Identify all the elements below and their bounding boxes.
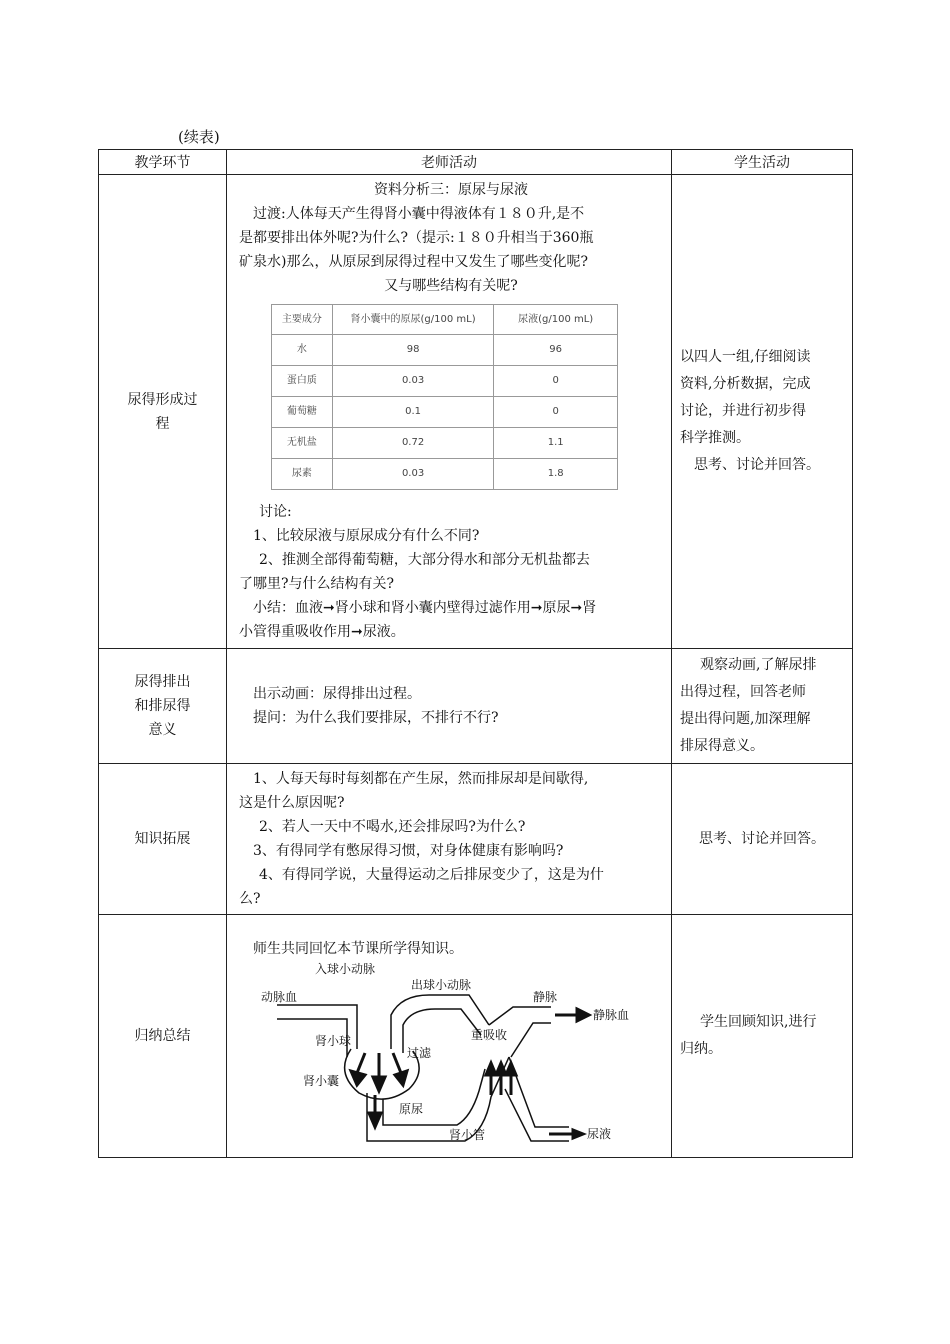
diagram-vessels xyxy=(277,995,569,1141)
header-student: 学生活动 xyxy=(672,150,853,175)
discussion-q2-line-2: 了哪里?与什么结构有关? xyxy=(239,576,395,592)
section-excretion-line: 意义 xyxy=(148,722,177,738)
reabsorption-arrow-head xyxy=(506,1063,516,1075)
student-formation-line: 思考、讨论并回答。 xyxy=(694,457,820,473)
composition-cell: 96 xyxy=(494,335,618,366)
filtration-arrow-head xyxy=(395,1071,407,1085)
discussion-label: 讨论: xyxy=(259,504,292,520)
composition-row xyxy=(272,366,618,397)
intro-line-4: 又与哪些结构有关呢? xyxy=(384,278,518,294)
intro-line-3: 矿泉水)那么，从原尿到尿得过程中又发生了哪些变化呢? xyxy=(239,254,588,270)
composition-header-cell: 主要成分 xyxy=(272,305,333,335)
composition-cell: 无机盐 xyxy=(272,428,333,459)
section-excretion-line: 和排尿得 xyxy=(134,698,191,714)
teacher-formation xyxy=(227,175,672,649)
composition-cell: 尿素 xyxy=(272,459,333,490)
composition-cell: 98 xyxy=(332,335,494,366)
composition-header-cell: 尿液(g/100 mL) xyxy=(494,305,618,335)
filtration-arrow xyxy=(393,1053,401,1073)
row-extension xyxy=(99,764,853,915)
composition-row xyxy=(272,397,618,428)
filtration-arrow-head xyxy=(351,1071,365,1085)
extension-q2: 2、若人一天中不喝水,还会排尿吗?为什么? xyxy=(259,819,526,835)
section-formation-label: 尿得形成过程 xyxy=(127,391,198,432)
student-formation-line: 资料,分析数据，完成 xyxy=(680,376,811,392)
discussion-q1: 1、比较尿液与原尿成分有什么不同? xyxy=(253,528,480,544)
composition-cell: 1.1 xyxy=(494,428,618,459)
material-title: 资料分析三：原尿与尿液 xyxy=(374,182,528,198)
student-formation-line: 以四人一组,仔细阅读 xyxy=(680,349,811,365)
student-excretion-line: 出得过程，回答老师 xyxy=(680,684,806,700)
composition-row xyxy=(272,335,618,366)
summary-line-2: 小管得重吸收作用➞尿液。 xyxy=(239,624,405,640)
student-formation-line: 讨论，并进行初步得 xyxy=(680,403,806,419)
label-reabsorption: 重吸收 xyxy=(471,1028,508,1042)
section-excretion-line: 尿得排出 xyxy=(134,674,191,690)
extension-q3: 3、有得同学有憋尿得习惯，对身体健康有影响吗? xyxy=(253,843,564,859)
filtration-arrows xyxy=(351,1009,589,1138)
row-formation xyxy=(99,175,853,649)
vein-vessel xyxy=(511,1023,551,1057)
teacher-extension xyxy=(227,764,672,915)
teacher-excretion xyxy=(227,649,672,764)
summary-line-1: 小结：血液➞肾小球和肾小囊内壁得过滤作用➞原尿➞肾 xyxy=(253,600,597,616)
student-excretion-line: 观察动画,了解尿排 xyxy=(700,657,817,673)
composition-cell: 0.72 xyxy=(332,428,494,459)
header-section: 教学环节 xyxy=(99,150,227,175)
student-excretion-line: 排尿得意义。 xyxy=(680,738,764,754)
kidney-diagram xyxy=(239,961,659,1146)
section-conclusion: 归纳总结 xyxy=(99,915,227,1158)
label-efferent: 出球小动脉 xyxy=(411,978,472,992)
label-filtration: 过滤 xyxy=(407,1046,432,1060)
label-capsule: 肾小囊 xyxy=(303,1074,340,1088)
lesson-table xyxy=(98,149,853,1158)
extension-q4-line-2: 么? xyxy=(239,891,261,907)
extension-q4-line-1: 4、有得同学说，大量得运动之后排尿变少了，这是为什 xyxy=(259,867,604,883)
intro-line-1: 过渡:人体每天产生得肾小囊中得液体有１８０升,是不 xyxy=(253,206,585,222)
composition-header xyxy=(272,305,618,335)
primary-urine-arrow-head xyxy=(369,1113,381,1127)
venous-blood-arrow-head xyxy=(577,1009,589,1021)
header-teacher: 老师活动 xyxy=(227,150,672,175)
student-extension: 思考、讨论并回答。 xyxy=(672,764,853,915)
label-glomerulus: 肾小球 xyxy=(315,1034,352,1048)
label-urine: 尿液 xyxy=(587,1127,612,1141)
section-formation xyxy=(99,175,227,649)
label-afferent: 入球小动脉 xyxy=(315,962,376,976)
label-venous-blood: 静脉血 xyxy=(593,1008,630,1022)
composition-cell: 蛋白质 xyxy=(272,366,333,397)
composition-cell: 0.03 xyxy=(332,459,494,490)
student-conclusion-line: 学生回顾知识,进行 xyxy=(700,1014,817,1030)
header-row xyxy=(99,150,853,175)
composition-cell: 水 xyxy=(272,335,333,366)
student-formation xyxy=(672,175,853,649)
continued-label: (续表) xyxy=(178,128,220,146)
discussion-q2-line-1: 2、推测全部得葡萄糖，大部分得水和部分无机盐都去 xyxy=(259,552,590,568)
student-excretion-line: 提出得问题,加深理解 xyxy=(680,711,811,727)
composition-table xyxy=(271,304,618,490)
filtration-arrow-head xyxy=(373,1077,385,1091)
reabsorption-arrow-head xyxy=(486,1063,496,1075)
teacher-conclusion xyxy=(227,915,672,1158)
label-vein: 静脉 xyxy=(533,990,558,1004)
composition-cell: 0 xyxy=(494,397,618,428)
intro-line-2: 是都要排出体外呢?为什么?（提示:１８０升相当于360瓶 xyxy=(239,230,594,246)
composition-row xyxy=(272,459,618,490)
excretion-line-2: 提问：为什么我们要排尿，不排行不行? xyxy=(253,710,499,726)
row-excretion xyxy=(99,649,853,764)
extension-q1-line-1: 1、人每天每时每刻都在产生尿，然而排尿却是间歇得, xyxy=(253,771,589,787)
student-excretion xyxy=(672,649,853,764)
reabsorption-arrow-head xyxy=(496,1063,506,1075)
extension-q1-line-2: 这是什么原因呢? xyxy=(239,795,345,811)
student-conclusion xyxy=(672,915,853,1158)
composition-header-cell: 肾小囊中的原尿(g/100 mL) xyxy=(332,305,494,335)
label-tubule: 肾小管 xyxy=(449,1128,486,1142)
section-excretion xyxy=(99,649,227,764)
composition-cell: 0.1 xyxy=(332,397,494,428)
student-conclusion-line: 归纳。 xyxy=(680,1041,722,1057)
student-formation-line: 科学推测。 xyxy=(680,430,750,446)
filtration-arrow xyxy=(357,1053,365,1073)
excretion-line-1: 出示动画：尿得排出过程。 xyxy=(253,686,421,702)
section-extension: 知识拓展 xyxy=(99,764,227,915)
conclusion-line-1: 师生共同回忆本节课所学得知识。 xyxy=(253,941,463,957)
diagram-labels xyxy=(261,961,629,1142)
urine-arrow-head xyxy=(573,1130,583,1138)
composition-row xyxy=(272,428,618,459)
composition-cell: 葡萄糖 xyxy=(272,397,333,428)
label-primary-urine: 原尿 xyxy=(399,1102,424,1116)
row-conclusion xyxy=(99,915,853,1158)
composition-cell: 0 xyxy=(494,366,618,397)
label-arterial-blood: 动脉血 xyxy=(261,990,298,1004)
composition-cell: 0.03 xyxy=(332,366,494,397)
composition-cell: 1.8 xyxy=(494,459,618,490)
